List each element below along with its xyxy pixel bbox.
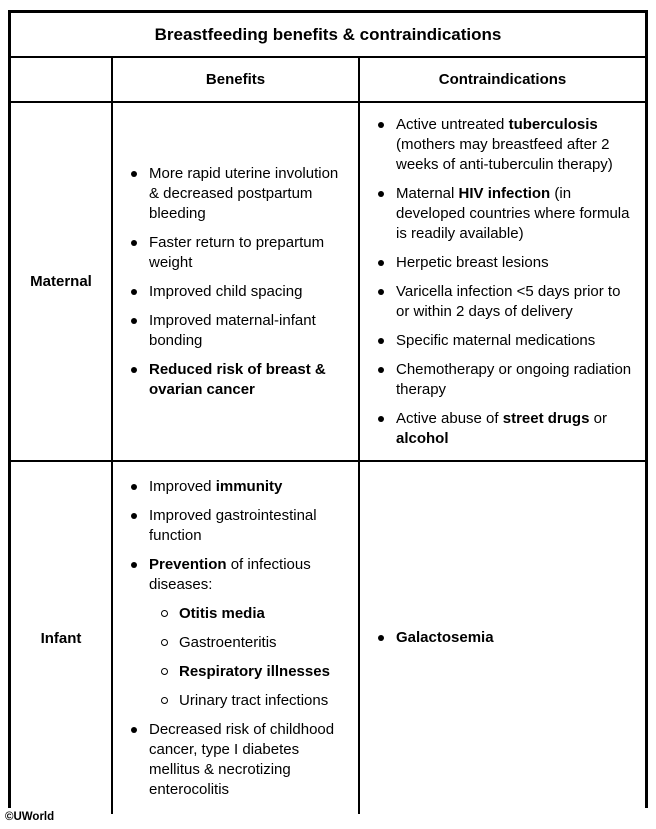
list-item-text: Urinary tract infections [179,691,329,709]
list-item [376,184,637,244]
list-item [376,253,637,273]
circle-bullet-icon [161,610,168,617]
circle-bullet-icon [161,668,168,675]
list-item-text: Improved child spacing [149,282,303,300]
list-item-text: Faster return to prepartum weight [149,233,325,271]
list-item [376,409,637,449]
list-item-text: Gastroenteritis [179,633,277,651]
bullet-icon [131,367,137,373]
list-item-text: Decreased risk of childhood cancer, type I diabetes mellitus & necrotizing enterocolitis [149,720,335,798]
infant-contraindications-list [358,460,645,814]
list-item [129,477,350,497]
bullet-icon [378,260,384,266]
maternal-benefits-list [111,101,358,460]
bullet-icon [378,367,384,373]
circle-bullet-icon [161,697,168,704]
list-item [129,360,350,400]
list-item [159,604,350,624]
bullet-icon [378,416,384,422]
maternal-contraindications-list [358,101,645,460]
list-item [376,331,637,351]
bullet-icon [131,562,137,568]
list-item-text: More rapid uterine involution & decreased postpartum bleeding [149,164,339,222]
bullet-icon [378,338,384,344]
bullet-icon [131,289,137,295]
list-item [129,555,350,595]
bullet-icon [131,171,137,177]
list-item [376,115,637,175]
list-item [159,633,350,653]
list-item [129,282,350,302]
header-benefits: Benefits [111,56,358,101]
list-item-text: Galactosemia [396,629,494,646]
breastfeeding-table [8,10,648,808]
list-item-text: Prevention of infectious diseases: [149,555,311,593]
list-item [159,662,350,682]
infant-benefits-list [111,460,358,814]
list-item-text: Maternal HIV infection (in developed countries where formula is readily available) [396,184,630,242]
list-item-text: Herpetic breast lesions [396,253,549,271]
list-item [129,506,350,546]
row-label-infant: Infant [11,460,111,814]
list-item [376,360,637,400]
copyright-text: ©UWorld [5,811,55,823]
circle-bullet-icon [161,639,168,646]
bullet-icon [131,727,137,733]
bullet-icon [131,240,137,246]
list-item-text: Active untreated tuberculosis (mothers may breastfeed after 2 weeks of anti-tuberculin therapy) [396,115,613,173]
bullet-icon [131,484,137,490]
list-item [376,282,637,322]
list-item-text: Improved immunity [149,477,283,495]
list-item-text: Chemotherapy or ongoing radiation therapy [396,360,632,398]
list-item-text: Active abuse of street drugs or alcohol [396,409,607,447]
bullet-icon [378,635,384,641]
list-item-text: Improved gastrointestinal function [149,506,317,544]
list-item [129,720,350,800]
row-label-maternal: Maternal [11,101,111,460]
list-item [129,164,350,224]
table-title: Breastfeeding benefits & contraindications [11,13,645,56]
list-item-text: Respiratory illnesses [179,662,330,680]
list-item-text: Specific maternal medications [396,331,596,349]
header-empty-cell [11,56,111,101]
list-item [129,311,350,351]
header-contraindications: Contraindications [358,56,645,101]
list-item-text: Varicella infection <5 days prior to or within 2 days of delivery [396,282,621,320]
bullet-icon [378,289,384,295]
bullet-icon [378,191,384,197]
bullet-icon [131,513,137,519]
list-item-text: Improved maternal-infant bonding [149,311,316,349]
list-item [376,628,637,648]
bullet-icon [378,122,384,128]
list-item [159,691,350,711]
list-item-text: Reduced risk of breast & ovarian cancer [149,360,326,398]
list-item-text: Otitis media [179,604,265,622]
list-item [129,233,350,273]
bullet-icon [131,318,137,324]
